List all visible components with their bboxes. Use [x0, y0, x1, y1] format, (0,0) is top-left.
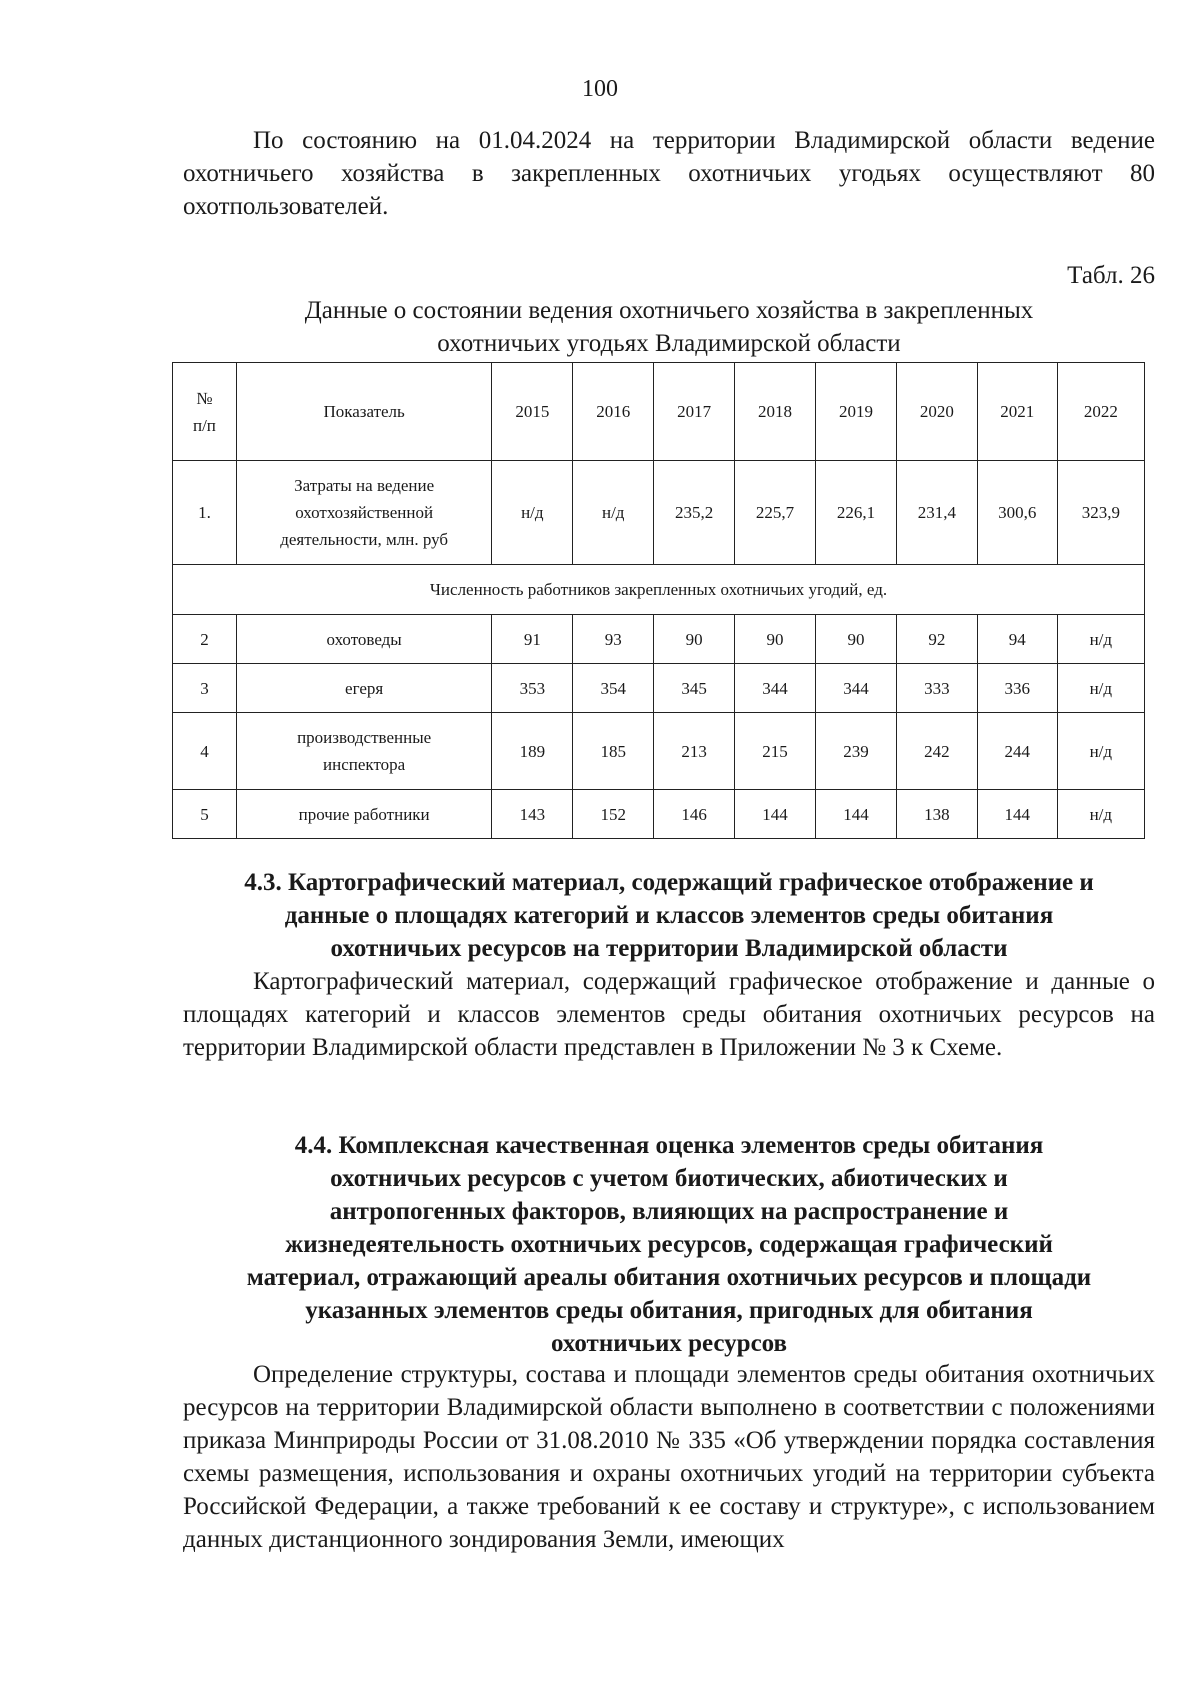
heading-line: охотничьих ресурсов на территории Владимирской области	[330, 935, 1008, 962]
heading-line: антропогенных факторов, влияющих на распространение и	[329, 1198, 1009, 1225]
table-title-line: Данные о состоянии ведения охотничьего хозяйства в закрепленных	[304, 297, 1034, 324]
heading-line: охотничьих ресурсов	[550, 1330, 788, 1357]
value-cell: 354	[573, 664, 654, 713]
section-4-4-text: Определение структуры, состава и площади элементов среды обитания охотничьих ресурсов на территории Владимирской области выполнено в соответствии с положениями приказа Минприроды России от 31.08.2010 № 335 «Об утверждении порядка составления схемы размещения, использования и охраны охотничьих угодий на территории субъекта Российской Федерации, а также требований к ее составу и структуре», с использованием данных дистанционного зондирования Земли, имеющих	[183, 1361, 1155, 1553]
value-cell: 93	[573, 615, 654, 664]
header-indicator-cell: Показатель	[236, 363, 492, 461]
table-title-line: охотничьих угодьях Владимирской области	[437, 330, 901, 357]
heading-line: данные о площадях категорий и классов элементов среды обитания	[284, 902, 1054, 929]
value-cell: 152	[573, 790, 654, 839]
table-number: Табл. 26	[1067, 262, 1155, 289]
table-row	[173, 664, 1145, 713]
value-cell: 333	[896, 664, 977, 713]
row-label-cell: егеря	[236, 664, 492, 713]
section-4-3-text: Картографический материал, содержащий графическое отображение и данные о площадях категорий и классов элементов среды обитания охотничьих ресурсов на территории Владимирской области представлен в Приложении № 3 к Схеме.	[183, 968, 1155, 1061]
value-cell: 244	[977, 713, 1057, 790]
section-label-cell: Численность работников закрепленных охотничьих угодий, ед.	[173, 565, 1145, 615]
value-cell: н/д	[1057, 713, 1144, 790]
header-year-cell: 2021	[977, 363, 1057, 461]
row-num-cell: 2	[173, 615, 237, 664]
row-label-cell	[236, 713, 492, 790]
value-cell: 323,9	[1057, 461, 1144, 565]
table-section-row	[173, 565, 1145, 615]
heading-line: 4.4. Комплексная качественная оценка элементов среды обитания	[294, 1132, 1044, 1159]
table-title	[183, 294, 1155, 360]
heading-line: материал, отражающий ареалы обитания охотничьих ресурсов и площади	[246, 1264, 1092, 1291]
heading-line: 4.3. Картографический материал, содержащий графическое отображение и	[244, 869, 1094, 896]
value-cell: 353	[492, 664, 573, 713]
table-row	[173, 615, 1145, 664]
heading-line: указанных элементов среды обитания, пригодных для обитания	[305, 1297, 1033, 1324]
table-row	[173, 713, 1145, 790]
header-year-cell: 2016	[573, 363, 654, 461]
row-num-cell: 4	[173, 713, 237, 790]
value-cell: 144	[816, 790, 897, 839]
header-year-cell: 2018	[735, 363, 816, 461]
page-number: 100	[582, 76, 618, 102]
value-cell: 225,7	[735, 461, 816, 565]
value-cell: 213	[654, 713, 735, 790]
value-cell: 92	[896, 615, 977, 664]
heading-line: охотничьих ресурсов с учетом биотических, абиотических и	[330, 1165, 1008, 1192]
section-4-4-paragraph	[183, 1358, 1155, 1556]
header-year-cell: 2015	[492, 363, 573, 461]
value-cell: 345	[654, 664, 735, 713]
value-cell: 146	[654, 790, 735, 839]
value-cell: 239	[816, 713, 897, 790]
value-cell: н/д	[573, 461, 654, 565]
row-label-line: охотхозяйственной	[295, 503, 434, 522]
value-cell: 185	[573, 713, 654, 790]
row-label-line: производственные	[297, 728, 432, 747]
table-row	[173, 790, 1145, 839]
value-cell: 344	[735, 664, 816, 713]
value-cell: 231,4	[896, 461, 977, 565]
row-num-cell: 3	[173, 664, 237, 713]
row-label-cell	[236, 461, 492, 565]
value-cell: 226,1	[816, 461, 897, 565]
intro-text: По состоянию на 01.04.2024 на территории Владимирской области ведение охотничьего хозяйства в закрепленных охотничьих угодьях осуществляют 80 охотпользователей.	[183, 127, 1155, 220]
header-year-cell: 2017	[654, 363, 735, 461]
header-num-symbol: №	[196, 388, 213, 408]
header-num-cell	[173, 363, 237, 461]
value-cell: н/д	[492, 461, 573, 565]
row-label-line: Затраты на ведение	[294, 476, 435, 495]
value-cell: 94	[977, 615, 1057, 664]
value-cell: 90	[654, 615, 735, 664]
row-num-cell: 1.	[173, 461, 237, 565]
value-cell: 235,2	[654, 461, 735, 565]
value-cell: 144	[977, 790, 1057, 839]
value-cell: 90	[735, 615, 816, 664]
value-cell: 242	[896, 713, 977, 790]
value-cell: 344	[816, 664, 897, 713]
value-cell: н/д	[1057, 790, 1144, 839]
value-cell: 300,6	[977, 461, 1057, 565]
value-cell: 215	[735, 713, 816, 790]
value-cell: н/д	[1057, 615, 1144, 664]
row-label-cell: охотоведы	[236, 615, 492, 664]
value-cell: 90	[816, 615, 897, 664]
value-cell: н/д	[1057, 664, 1144, 713]
hunting-data-table	[172, 362, 1145, 839]
value-cell: 91	[492, 615, 573, 664]
intro-paragraph	[183, 124, 1155, 223]
heading-line: жизнедеятельность охотничьих ресурсов, содержащая графический	[285, 1231, 1053, 1258]
row-label-line: инспектора	[323, 755, 406, 774]
value-cell: 138	[896, 790, 977, 839]
row-label-line: деятельности, млн. руб	[280, 530, 449, 549]
section-4-4-heading	[183, 1129, 1155, 1360]
header-year-cell: 2019	[816, 363, 897, 461]
value-cell: 143	[492, 790, 573, 839]
header-year-cell: 2022	[1057, 363, 1144, 461]
value-cell: 189	[492, 713, 573, 790]
section-4-3-paragraph	[183, 965, 1155, 1064]
section-4-3-heading	[183, 866, 1155, 965]
table-row	[173, 461, 1145, 565]
table-header-row	[173, 363, 1145, 461]
row-label-cell: прочие работники	[236, 790, 492, 839]
header-year-cell: 2020	[896, 363, 977, 461]
value-cell: 336	[977, 664, 1057, 713]
value-cell: 144	[735, 790, 816, 839]
row-num-cell: 5	[173, 790, 237, 839]
header-num-label: п/п	[192, 415, 216, 435]
